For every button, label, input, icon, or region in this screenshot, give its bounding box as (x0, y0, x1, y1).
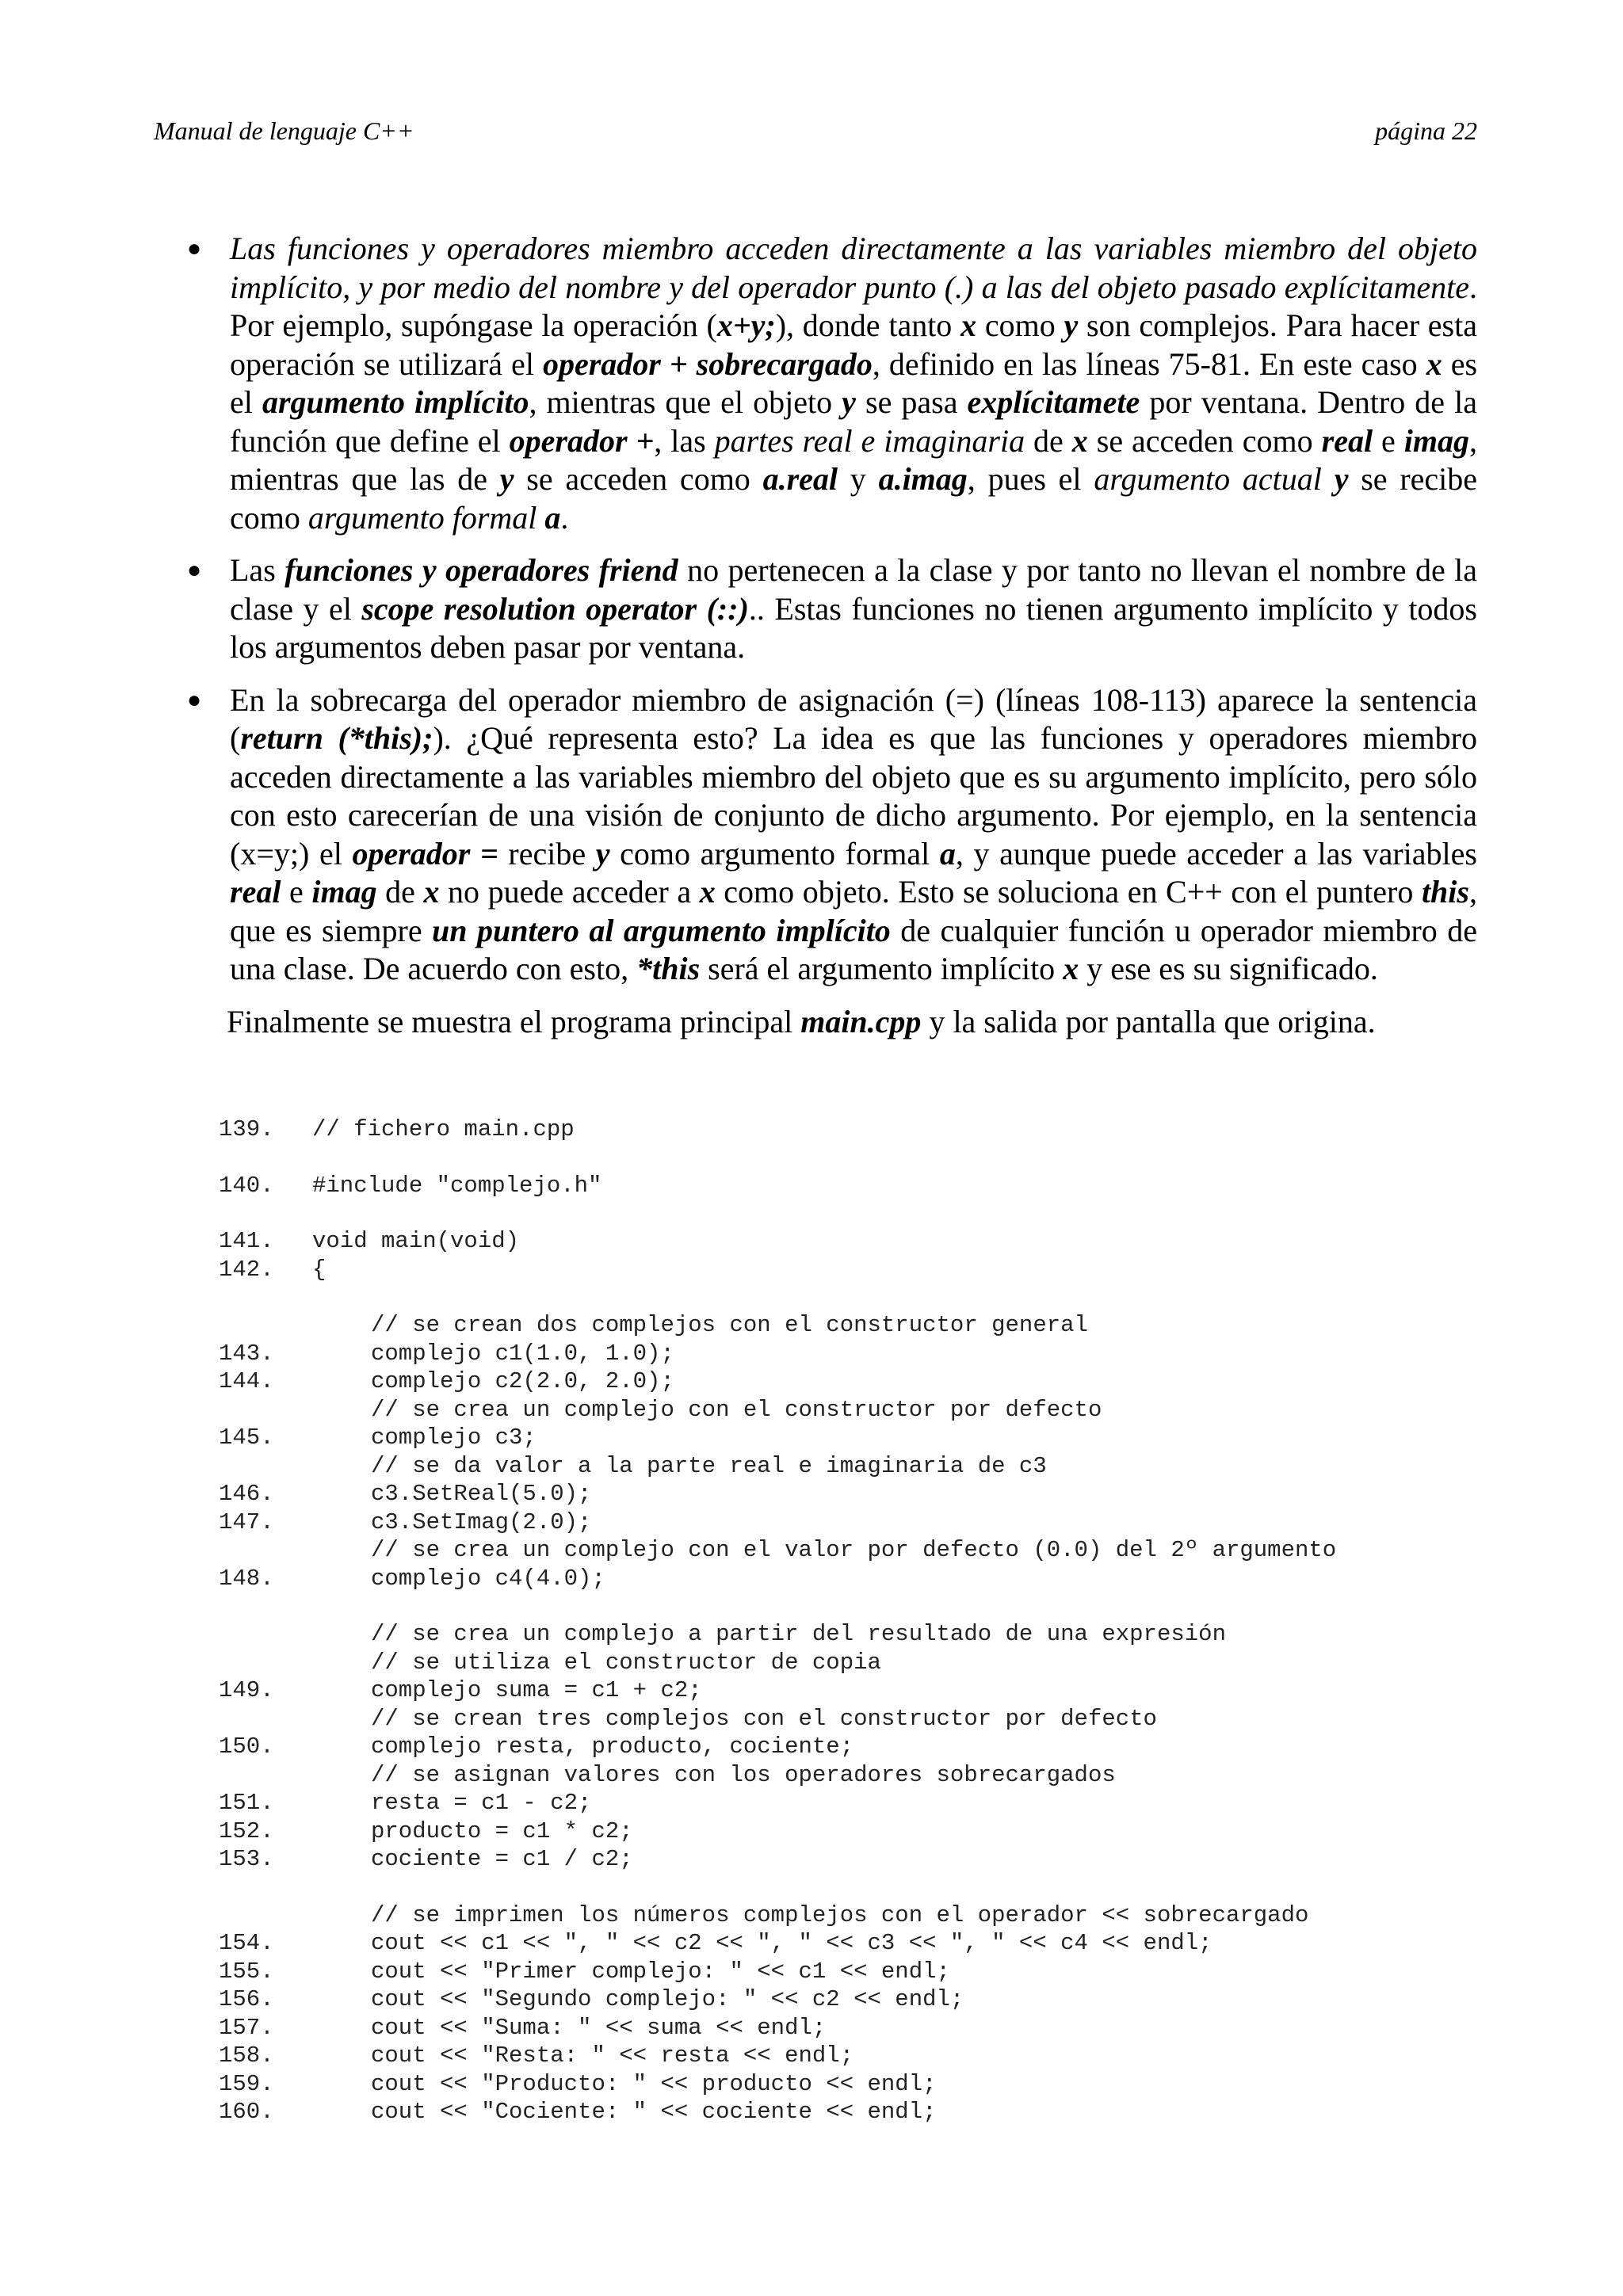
bullet-dot-icon: ● (187, 686, 202, 713)
page-number: página 22 (1375, 116, 1477, 145)
line-number: 144. (219, 1368, 274, 1394)
code-text: // se crea un complejo con el valor por defecto (0.0) del 2º argumento (371, 1537, 1337, 1563)
code-line (219, 1901, 1487, 1930)
line-number: 151. (219, 1790, 274, 1816)
code-line (219, 2098, 1487, 2126)
code-line (219, 2042, 1487, 2070)
line-number: 141. (219, 1228, 274, 1254)
code-text: void main(void) (312, 1228, 520, 1254)
code-text: cout << "Cociente: " << cociente << endl; (371, 2099, 937, 2125)
line-number: 148. (219, 1565, 274, 1592)
line-number: 156. (219, 1986, 274, 2012)
code-text: { (312, 1256, 327, 1283)
code-line (219, 1396, 1487, 1425)
code-text: // fichero main.cpp (312, 1116, 575, 1142)
line-number: 142. (219, 1256, 274, 1283)
line-number: 150. (219, 1733, 274, 1760)
code-text: resta = c1 - c2; (371, 1790, 592, 1816)
code-text: c3.SetImag(2.0); (371, 1508, 592, 1535)
line-number: 157. (219, 2014, 274, 2041)
code-text: complejo resta, producto, cociente; (371, 1733, 854, 1760)
code-text: cout << "Segundo complejo: " << c2 << endl; (371, 1986, 964, 2012)
code-line (219, 1817, 1487, 1846)
bullet-item-friend-functions: ● Las funciones y operadores friend no pertenecen a la clase y por tanto no llevan el nombre de la clase y el scope resolution operator (::).. Estas funciones no tienen argumento implícito y todos los argumentos deben pasar por ventana. (187, 552, 1478, 665)
code-text: cout << "Producto: " << producto << endl; (371, 2070, 937, 2097)
code-line (219, 1845, 1487, 1874)
code-line (219, 1985, 1487, 2014)
line-number: 154. (219, 1930, 274, 1956)
code-text: #include "complejo.h" (312, 1172, 602, 1199)
code-text: cout << "Suma: " << suma << endl; (371, 2014, 827, 2041)
code-text: // se da valor a la parte real e imaginaria de c3 (371, 1452, 1047, 1479)
body-text (187, 230, 1478, 1041)
code-line (219, 1565, 1487, 1593)
code-text: cout << "Primer complejo: " << c1 << endl; (371, 1958, 950, 1985)
bullet-item-member-functions: ● Las funciones y operadores miembro acceden directamente a las variables miembro del objeto implícito, y por medio del nombre y del operador punto (.) a las del objeto pasado explícitamente. Por ejemplo, supóngase la operación (x+y;), donde tanto x como y son complejos. Para hacer esta operación se utilizará el operador + sobrecargado, definido en las líneas 75-81. En este caso x es el argumento implícito, mientras que el objeto y se pasa explícitamete por ventana. Dentro de la función que define el operador +, las partes real e imaginaria de x se acceden como real e imag, mientras que las de y se acceden como a.real y a.imag, pues el argumento actual y se recibe como argumento formal a. (187, 231, 1478, 536)
code-text: // se crea un complejo con el constructor por defecto (371, 1396, 1102, 1423)
code-line (219, 2014, 1487, 2042)
line-number: 143. (219, 1340, 274, 1367)
code-text: // se utiliza el constructor de copia (371, 1649, 881, 1676)
code-line (219, 1789, 1487, 1817)
line-number: 152. (219, 1817, 274, 1844)
code-line (219, 1929, 1487, 1958)
code-line (219, 1620, 1487, 1649)
line-number: 153. (219, 1846, 274, 1872)
bullet-item-this-pointer: ● En la sobrecarga del operador miembro de asignación (=) (líneas 108-113) aparece la sentencia (return (*this);). ¿Qué representa esto? La idea es que las funciones y operadores miembro acceden directamente a las variables miembro del objeto que es su argumento implícito, pero sólo con esto carecerían de una visión de conjunto de dicho argumento. Por ejemplo, en la sentencia (x=y;) el operador = recibe y como argumento formal a, y aunque puede acceder a las variables real e imag de x no puede acceder a x como objeto. Esto se soluciona en C++ con el puntero this, que es siempre un puntero al argumento implícito de cualquier función u operador miembro de una clase. De acuerdo con esto, *this será el argumento implícito x y ese es su significado. (187, 681, 1477, 986)
line-number: 158. (219, 2042, 274, 2069)
line-number: 149. (219, 1677, 274, 1703)
code-text: // se crean dos complejos con el constructor general (371, 1312, 1088, 1338)
line-number: 145. (219, 1425, 274, 1451)
code-line (219, 1256, 1487, 1284)
line-number: 146. (219, 1481, 274, 1507)
code-text: complejo c1(1.0, 1.0); (371, 1340, 674, 1367)
code-line (219, 1536, 1487, 1565)
code-text: cout << c1 << ", " << c2 << ", " << c3 << ", " << c4 << endl; (371, 1930, 1212, 1956)
code-line (219, 1958, 1487, 1986)
code-text: complejo c2(2.0, 2.0); (371, 1368, 674, 1394)
code-text: c3.SetReal(5.0); (371, 1481, 592, 1507)
code-line (219, 1649, 1487, 1677)
bullet-dot-icon: ● (187, 235, 202, 261)
line-number: 147. (219, 1508, 274, 1535)
closing-paragraph: Finalmente se muestra el programa principal main.cpp y la salida por pantalla que origina. (227, 1003, 1376, 1039)
code-line (219, 1311, 1487, 1340)
code-line (219, 1227, 1487, 1256)
line-number: 155. (219, 1958, 274, 1985)
page-header (154, 111, 1477, 151)
code-text: // se imprimen los números complejos con el operador << sobrecargado (371, 1901, 1309, 1928)
bullet-dot-icon: ● (187, 557, 202, 583)
document-title: Manual de lenguaje C++ (154, 116, 414, 145)
bullet-list (187, 230, 1478, 989)
code-text: // se asignan valores con los operadores sobrecargados (371, 1761, 1116, 1788)
code-text: // se crean tres complejos con el constructor por defecto (371, 1705, 1157, 1732)
code-text: cout << "Resta: " << resta << endl; (371, 2042, 854, 2069)
code-text: // se crea un complejo a partir del resultado de una expresión (371, 1621, 1226, 1647)
code-line (219, 1340, 1487, 1368)
code-line (219, 1172, 1487, 1200)
code-text: producto = c1 * c2; (371, 1817, 633, 1844)
code-line (219, 1508, 1487, 1537)
code-line (219, 2070, 1487, 2099)
code-line (219, 1452, 1487, 1481)
code-text: complejo suma = c1 + c2; (371, 1677, 702, 1703)
code-line (219, 1705, 1487, 1733)
code-line (219, 1480, 1487, 1508)
code-line (219, 1367, 1487, 1396)
code-text: complejo c3; (371, 1425, 537, 1451)
code-text: cociente = c1 / c2; (371, 1846, 633, 1872)
line-number: 160. (219, 2099, 274, 2125)
code-text: complejo c4(4.0); (371, 1565, 605, 1592)
code-line (219, 1116, 1487, 1144)
code-line (219, 1676, 1487, 1705)
code-listing (219, 1116, 1487, 2126)
code-line (219, 1424, 1487, 1452)
line-number: 140. (219, 1172, 274, 1199)
line-number: 139. (219, 1116, 274, 1142)
code-line (219, 1761, 1487, 1790)
code-line (219, 1733, 1487, 1761)
line-number: 159. (219, 2070, 274, 2097)
